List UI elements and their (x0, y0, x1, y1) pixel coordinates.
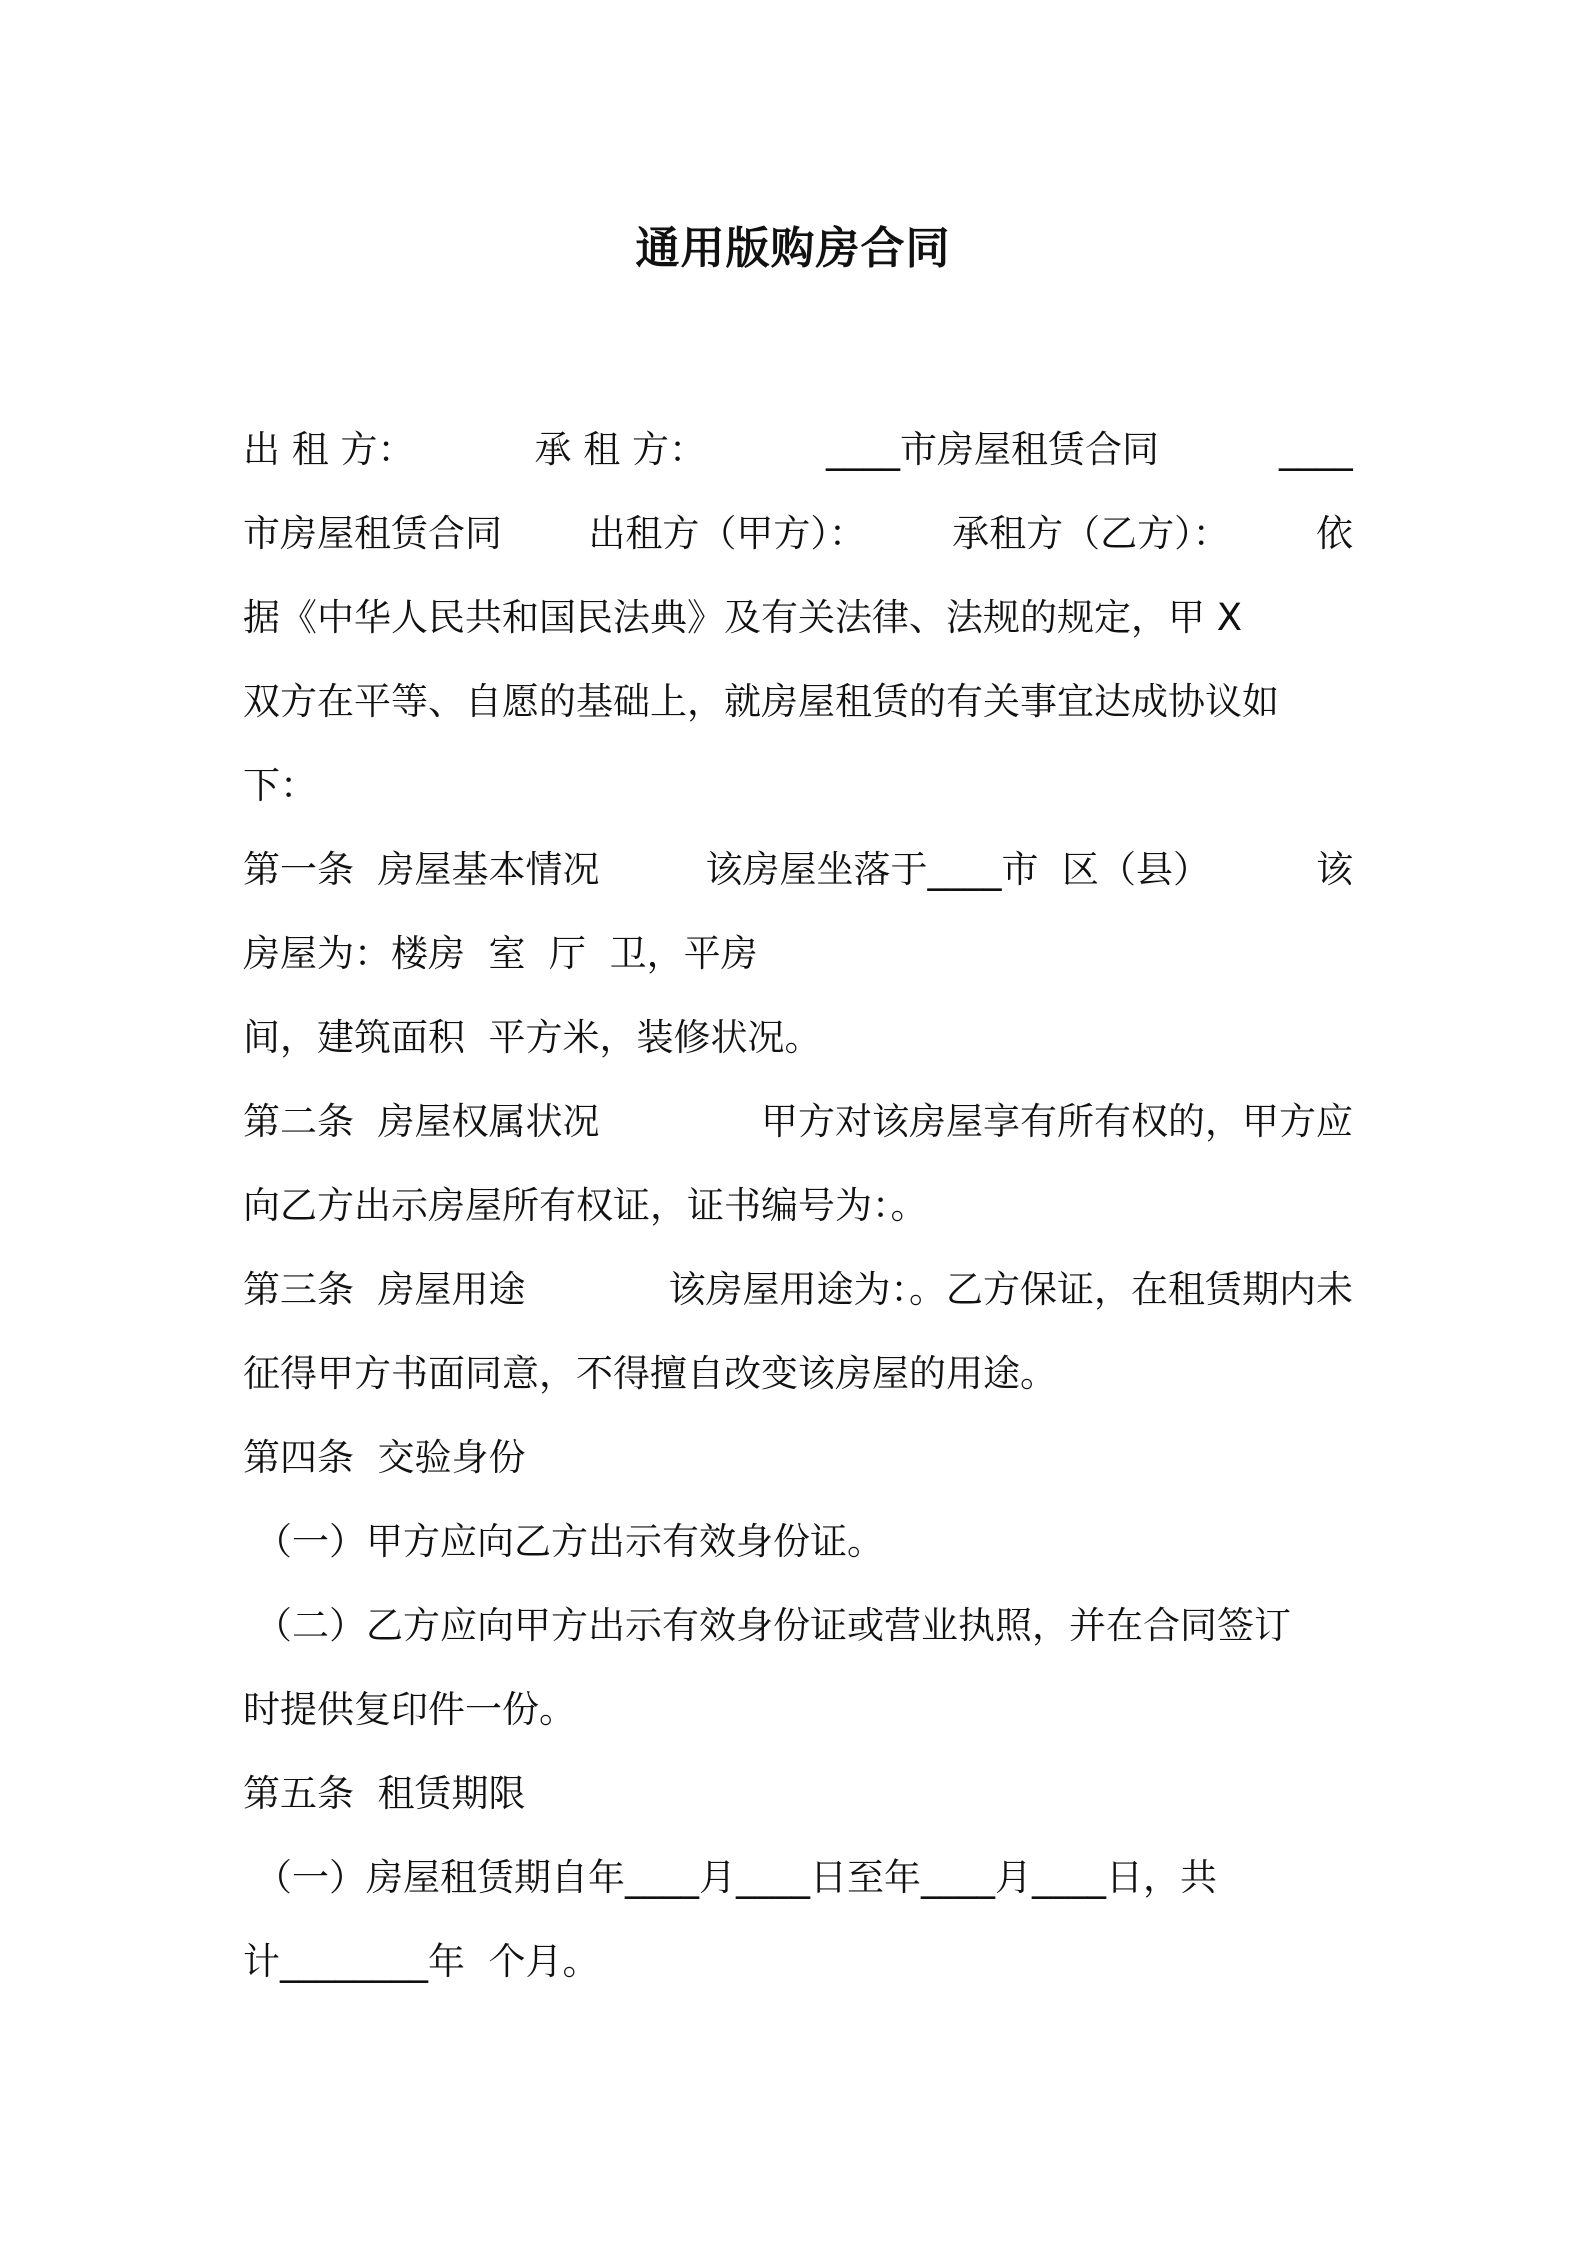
line-segment: （一）甲方应向乙方出示有效身份证。 (255, 1520, 884, 1563)
document-line (243, 1584, 1353, 1668)
document-line (243, 1668, 1353, 1752)
document-line (243, 492, 1353, 576)
document-title: 通用版购房合同 (635, 223, 951, 274)
line-segment: ____市房屋租赁合同 (826, 428, 1159, 471)
document-line (243, 660, 1353, 744)
line-segment: 该房屋坐落于____市 区（县） (705, 848, 1211, 891)
document-line (243, 744, 1353, 828)
line-segment: 据《中华人民共和国民法典》及有关法律、法规的规定，甲 X (243, 596, 1243, 639)
line-segment: 出租方（甲方）： (588, 512, 866, 555)
line-segment: 第五条 租赁期限 (243, 1772, 526, 1815)
document-line (243, 1752, 1353, 1836)
line-segment: （二）乙方应向甲方出示有效身份证或营业执照，并在合同签订 (255, 1604, 1291, 1647)
line-segment: 下： (243, 764, 317, 807)
line-segment: 时提供复印件一份。 (243, 1688, 576, 1731)
document-line (243, 1416, 1353, 1500)
line-segment: 双方在平等、自愿的基础上，就房屋租赁的有关事宜达成协议如 (243, 680, 1279, 723)
document-line (243, 912, 1353, 996)
line-segment: 承 租 方： (534, 428, 707, 471)
line-segment: 向乙方出示房屋所有权证，证书编号为：。 (243, 1184, 928, 1227)
line-segment: 依 (1315, 512, 1353, 555)
line-segment: 出 租 方： (243, 428, 415, 471)
document-line (243, 1248, 1353, 1332)
document-body (243, 408, 1353, 2004)
line-segment: 房屋为：楼房 室 厅 卫，平房 (243, 932, 758, 975)
document-line (243, 408, 1353, 492)
document-line (243, 1080, 1353, 1164)
line-segment: 征得甲方书面同意，不得擅自改变该房屋的用途。 (243, 1352, 1057, 1395)
document-line (243, 1332, 1353, 1416)
document-line (243, 828, 1353, 912)
line-segment: 第一条 房屋基本情况 (243, 848, 600, 891)
line-segment: （一）房屋租赁期自年____月____日至年____月____日，共 (255, 1856, 1217, 1899)
document-line (243, 996, 1353, 1080)
line-segment: 第三条 房屋用途 (243, 1268, 526, 1311)
line-segment: 甲方对该房屋享有所有权的，甲方应 (761, 1100, 1353, 1143)
line-segment: 该 (1316, 848, 1353, 891)
line-segment: 该房屋用途为：。乙方保证，在租赁期内未 (668, 1268, 1353, 1311)
document-line (243, 1500, 1353, 1584)
line-segment: 承租方（乙方）： (952, 512, 1230, 555)
line-segment: 第二条 房屋权属状况 (243, 1100, 600, 1143)
line-segment: 市房屋租赁合同 (243, 512, 502, 555)
line-segment: ____ (1278, 428, 1353, 471)
document-line (243, 1836, 1353, 1920)
line-segment: 间，建筑面积 平方米，装修状况。 (243, 1016, 822, 1059)
line-segment: 计________年 个月。 (243, 1940, 600, 1983)
line-segment: 第四条 交验身份 (243, 1436, 526, 1479)
document-line (243, 1164, 1353, 1248)
document-line (243, 576, 1353, 660)
document-line (243, 1920, 1353, 2004)
